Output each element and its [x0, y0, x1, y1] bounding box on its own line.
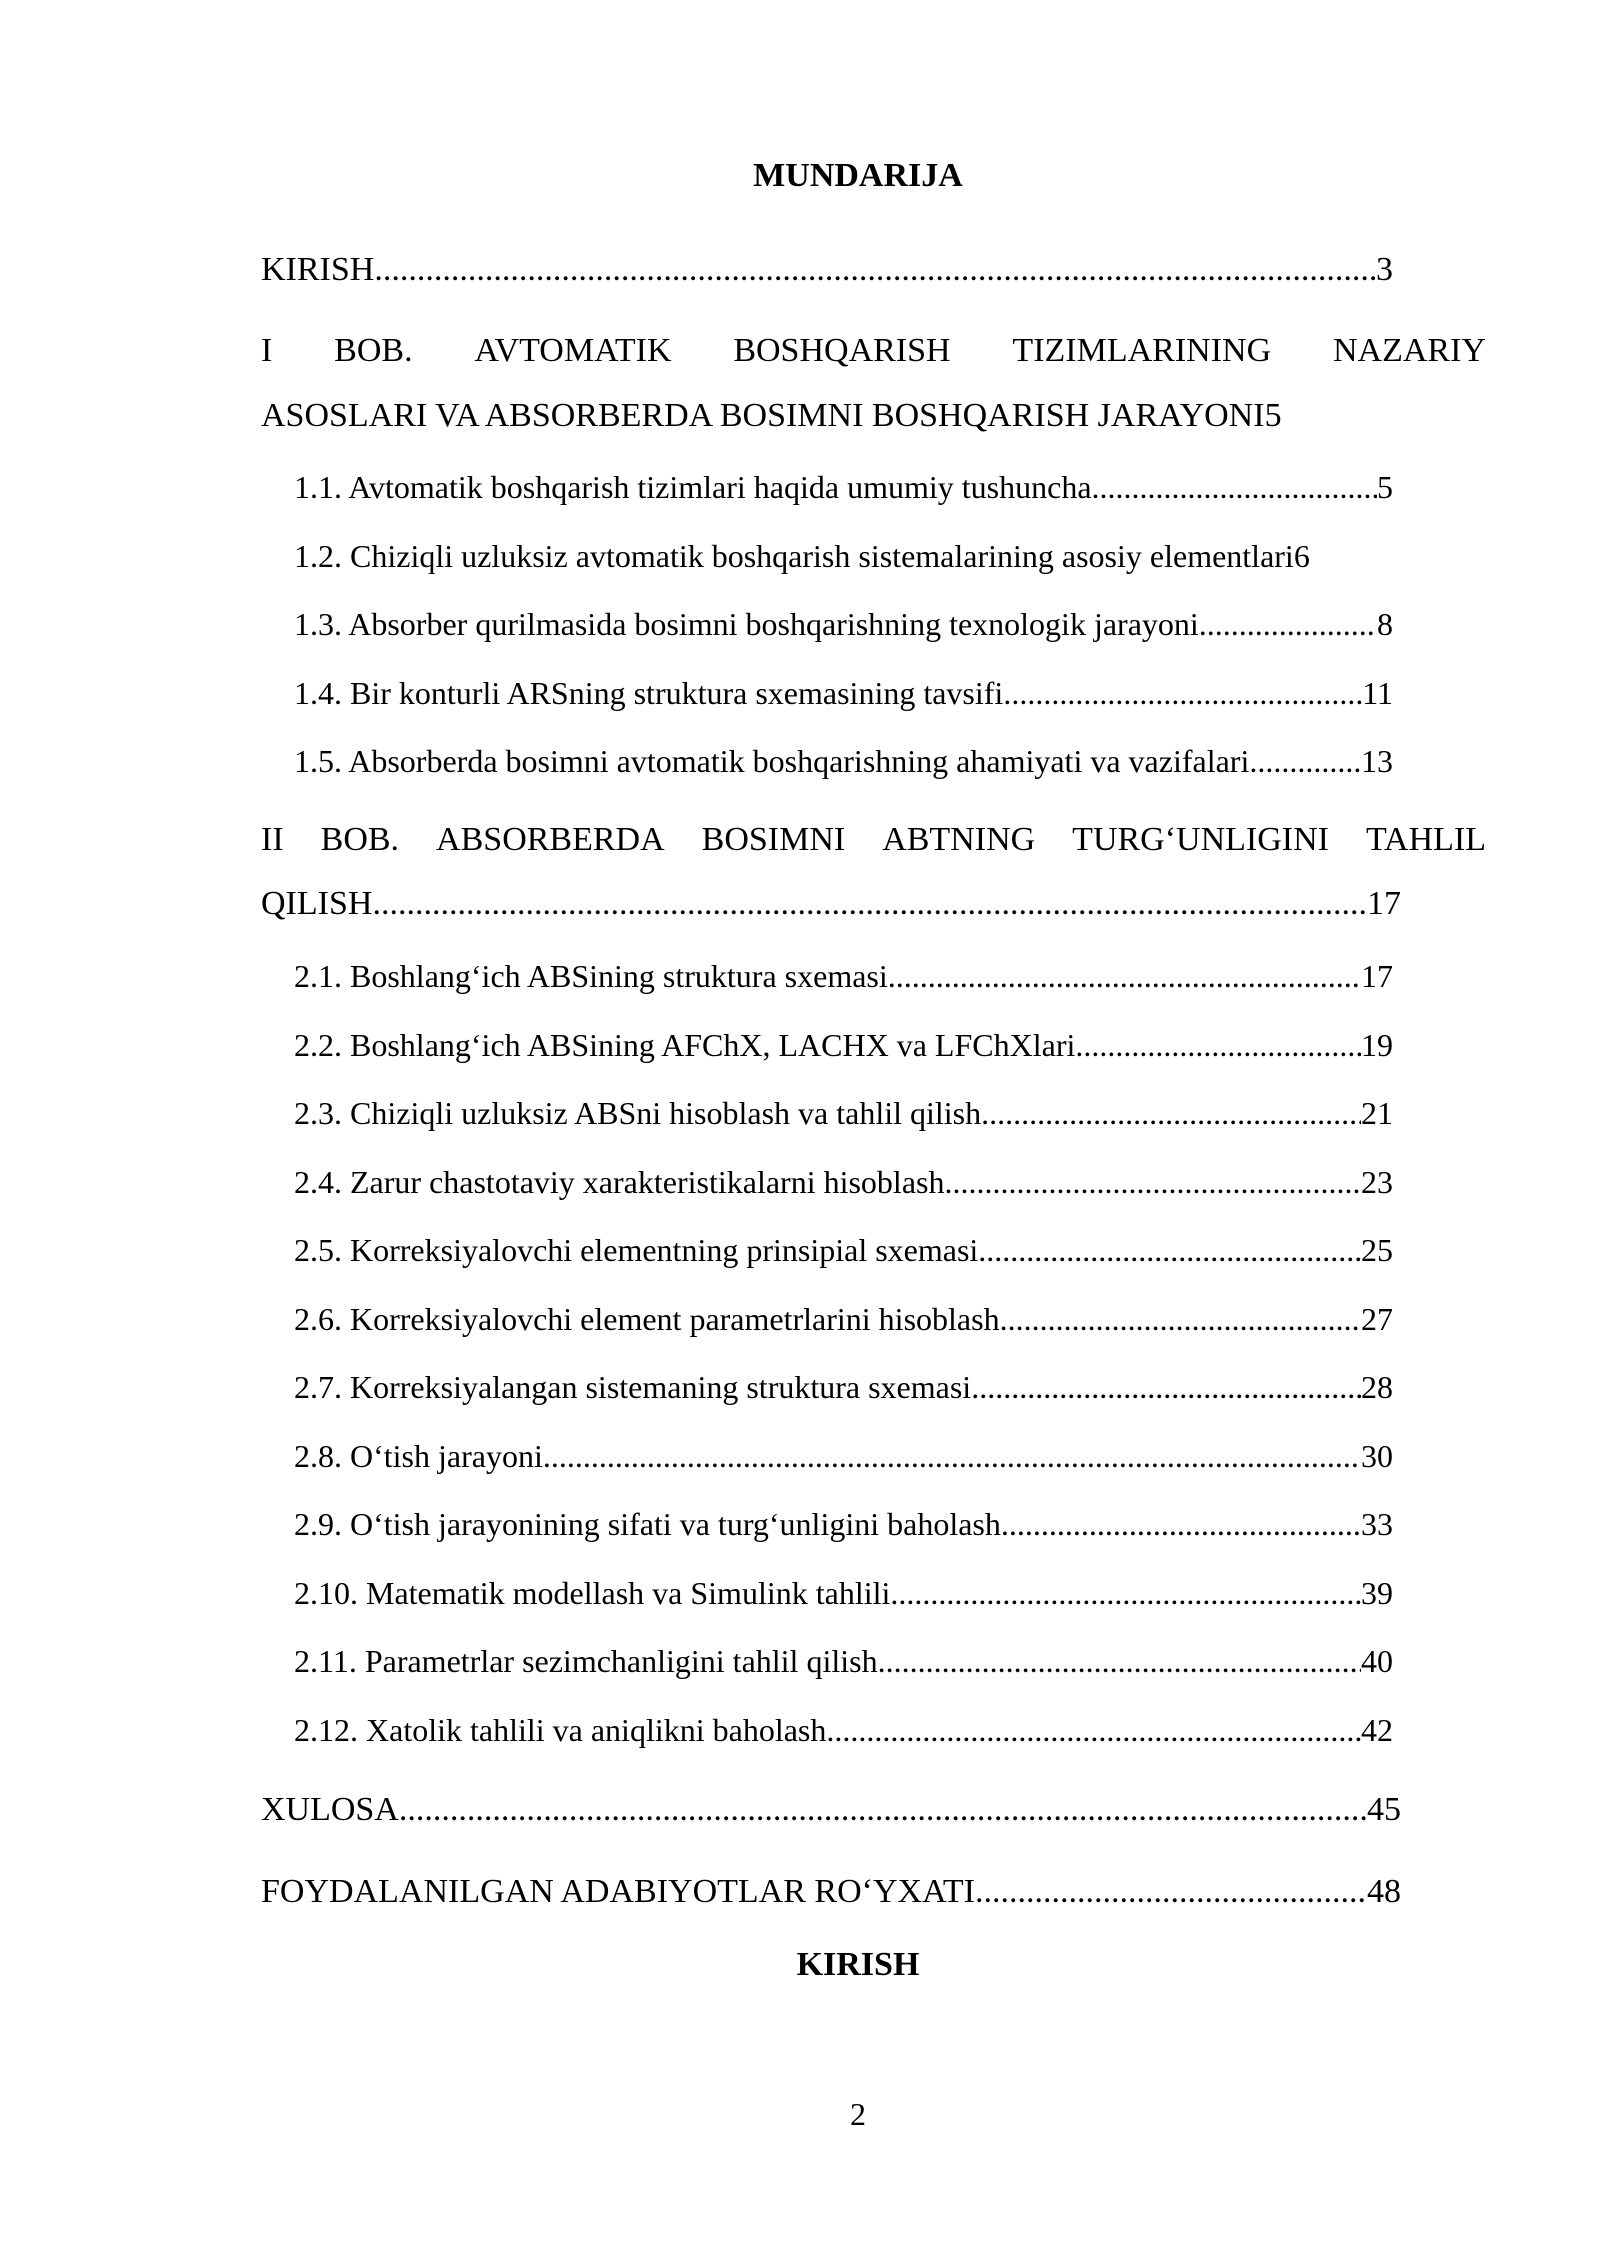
toc-page-number: 33 — [1361, 1506, 1393, 1542]
toc-page-number: 28 — [1361, 1369, 1393, 1405]
toc-chapter1-heading-line2[interactable] — [261, 392, 1401, 440]
toc-leader-dots — [878, 1637, 1361, 1685]
heading-word: BOB. — [334, 332, 413, 369]
toc-leader-dots — [890, 1569, 1361, 1617]
toc-entry-2-6[interactable] — [294, 1295, 1393, 1343]
toc-leader-dots — [826, 1706, 1361, 1754]
toc-entry-2-3[interactable] — [294, 1089, 1393, 1137]
section-heading-kirish: KIRISH — [796, 1946, 920, 1983]
toc-leader-dots — [1001, 1500, 1361, 1548]
toc-page-number: 30 — [1361, 1438, 1393, 1474]
toc-entry-label: KIRISH — [261, 251, 375, 288]
toc-leader-dots — [1199, 600, 1377, 648]
toc-page-number: 19 — [1361, 1027, 1393, 1063]
toc-leader-dots — [1003, 669, 1362, 717]
toc-entry-2-10[interactable] — [294, 1569, 1393, 1617]
toc-entry-2-2[interactable] — [294, 1021, 1393, 1069]
toc-leader-dots — [543, 1432, 1361, 1480]
toc-entry-label: 1.2. Chiziqli uzluksiz avtomatik boshqarish sistemalarining asosiy elementlari — [294, 538, 1294, 574]
toc-entry-label: 2.10. Matematik modellash va Simulink tahlili — [294, 1575, 891, 1611]
toc-page-number: 13 — [1361, 743, 1393, 779]
toc-leader-dots — [399, 1786, 1367, 1834]
toc-chapter2-heading-line2[interactable] — [261, 880, 1401, 928]
toc-entry-label: QILISH — [261, 885, 373, 922]
toc-page-number: 42 — [1361, 1712, 1393, 1748]
toc-leader-dots — [372, 880, 1367, 928]
toc-page-number: 5 — [1377, 469, 1393, 505]
toc-page-number: 45 — [1367, 1791, 1401, 1828]
toc-entry-2-11[interactable] — [294, 1637, 1393, 1685]
page-number: 2 — [850, 2096, 866, 2132]
toc-entry-label: 2.12. Xatolik tahlili va aniqlikni baholash — [294, 1712, 827, 1748]
toc-page-number: 8 — [1377, 606, 1393, 642]
toc-leader-dots — [1000, 1295, 1361, 1343]
toc-page-number: 17 — [1367, 885, 1401, 922]
toc-entry-label: 1.1. Avtomatik boshqarish tizimlari haqida umumiy tushuncha — [294, 469, 1092, 505]
toc-entry-references[interactable] — [261, 1868, 1401, 1916]
heading-word: TURG‘UNLIGINI — [1072, 821, 1329, 858]
toc-entry-label: ASOSLARI VA ABSORBERDA BOSIMNI BOSHQARISH JARAYONI — [261, 397, 1265, 434]
toc-entry-label: 2.5. Korreksiyalovchi elementning prinsipial sxemasi — [294, 1232, 979, 1268]
heading-word: AVTOMATIK — [474, 332, 672, 369]
toc-entry-label: 2.7. Korreksiyalangan sistemaning struktura sxemasi — [294, 1369, 972, 1405]
toc-page-number: 5 — [1264, 397, 1282, 434]
heading-word: ABSORBERDA — [436, 821, 665, 858]
toc-page-number: 40 — [1361, 1643, 1393, 1679]
toc-leader-dots — [1075, 1021, 1361, 1069]
heading-word: I — [261, 332, 273, 369]
heading-word: II — [261, 821, 284, 858]
heading-word: BOSIMNI — [701, 821, 846, 858]
toc-entry-label: 2.8. O‘tish jarayoni — [294, 1438, 543, 1474]
toc-page-number: 3 — [1376, 251, 1393, 288]
toc-entry-label: 2.4. Zarur chastotaviy xarakteristikalarni hisoblash — [294, 1164, 945, 1200]
toc-page-number: 39 — [1361, 1575, 1393, 1611]
toc-entry-2-1[interactable] — [294, 952, 1393, 1000]
toc-entry-label: 2.2. Boshlang‘ich ABSining AFChX, LACHX va LFChXlari — [294, 1027, 1076, 1063]
toc-leader-dots — [888, 952, 1361, 1000]
toc-entry-1-1[interactable] — [294, 463, 1393, 511]
heading-word: BOSHQARISH — [733, 332, 951, 369]
heading-word: TIZIMLARINING — [1012, 332, 1272, 369]
toc-entry-label: 2.1. Boshlang‘ich ABSining struktura sxemasi — [294, 958, 888, 994]
toc-page-number: 6 — [1293, 538, 1310, 574]
toc-leader-dots — [975, 1868, 1367, 1916]
toc-leader-dots — [1092, 463, 1377, 511]
toc-entry-label: 2.3. Chiziqli uzluksiz ABSni hisoblash va tahlil qilish — [294, 1095, 982, 1131]
toc-leader-dots — [978, 1226, 1361, 1274]
toc-entry-2-4[interactable] — [294, 1158, 1393, 1206]
toc-entry-1-3[interactable] — [294, 600, 1393, 648]
heading-word: NAZARIY — [1332, 332, 1486, 369]
toc-leader-dots — [981, 1089, 1361, 1137]
heading-word: ABTNING — [882, 821, 1036, 858]
toc-leader-dots — [971, 1363, 1361, 1411]
toc-leader-dots — [944, 1158, 1361, 1206]
toc-entry-label: FOYDALANILGAN ADABIYOTLAR RO‘YXATI — [261, 1873, 975, 1910]
toc-leader-dots — [1249, 737, 1361, 785]
toc-entry-label: 2.9. O‘tish jarayonining sifati va turg‘unligini baholash — [294, 1506, 1001, 1542]
toc-page-number: 11 — [1362, 675, 1393, 711]
toc-page-number: 48 — [1367, 1873, 1401, 1910]
toc-entry-2-9[interactable] — [294, 1500, 1393, 1548]
toc-entry-label: 1.5. Absorberda bosimni avtomatik boshqarishning ahamiyati va vazifalari — [294, 743, 1250, 779]
toc-entry-xulosa[interactable] — [261, 1786, 1401, 1834]
toc-entry-kirish[interactable] — [261, 246, 1393, 294]
toc-page-number: 23 — [1361, 1164, 1393, 1200]
toc-chapter2-heading-line1[interactable] — [261, 816, 1486, 864]
toc-entry-1-4[interactable] — [294, 669, 1393, 717]
toc-page-number: 25 — [1361, 1232, 1393, 1268]
toc-chapter1-heading-line1[interactable] — [261, 327, 1486, 375]
toc-entry-2-7[interactable] — [294, 1363, 1393, 1411]
toc-page-number: 21 — [1361, 1095, 1393, 1131]
heading-word: TAHLIL — [1365, 821, 1486, 858]
heading-word: BOB. — [320, 821, 400, 858]
toc-entry-1-5[interactable] — [294, 737, 1393, 785]
toc-page-number: 17 — [1361, 958, 1393, 994]
toc-entry-label: 2.11. Parametrlar sezimchanligini tahlil qilish — [294, 1643, 878, 1679]
toc-entry-2-12[interactable] — [294, 1706, 1393, 1754]
toc-page-number: 27 — [1361, 1301, 1393, 1337]
toc-entry-label: 1.4. Bir konturli ARSning struktura sxemasining tavsifi — [294, 675, 1004, 711]
toc-entry-label: 1.3. Absorber qurilmasida bosimni boshqarishning texnologik jarayoni — [294, 606, 1199, 642]
toc-entry-2-8[interactable] — [294, 1432, 1393, 1480]
toc-entry-label: 2.6. Korreksiyalovchi element parametrlarini hisoblash — [294, 1301, 1000, 1337]
toc-leader-dots — [374, 246, 1376, 294]
toc-entry-1-2[interactable] — [294, 532, 1406, 580]
toc-entry-2-5[interactable] — [294, 1226, 1393, 1274]
toc-entry-label: XULOSA — [261, 1791, 399, 1828]
page-title: MUNDARIJA — [753, 157, 963, 194]
